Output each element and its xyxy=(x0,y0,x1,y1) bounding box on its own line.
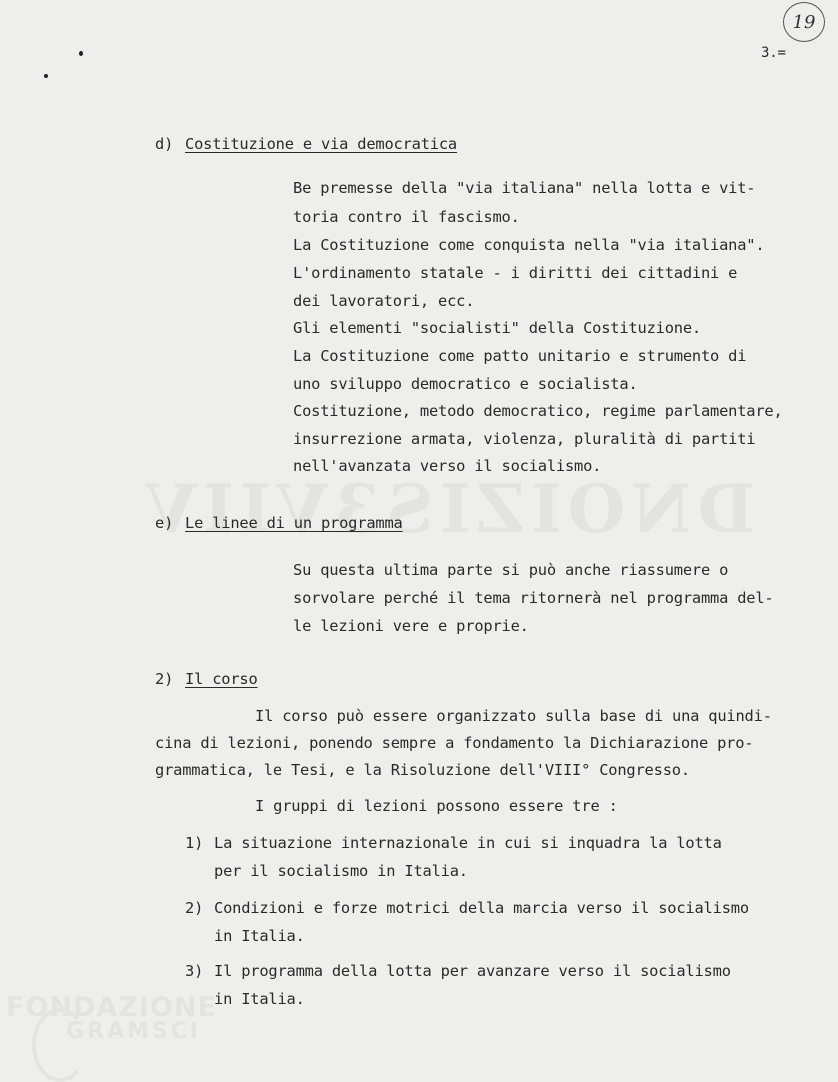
text-line: nell'avanzata verso il socialismo. xyxy=(293,457,602,475)
text-line: Be premesse della "via italiana" nella lotta e vit- xyxy=(293,179,756,197)
ink-speck xyxy=(44,74,48,78)
groups-intro: I gruppi di lezioni possono essere tre : xyxy=(255,797,618,815)
section-d-heading xyxy=(155,137,457,152)
section-d-title: Costituzione e via democratica xyxy=(185,135,457,153)
text-line: insurrezione armata, violenza, pluralità di partiti xyxy=(293,430,756,448)
watermark-logo xyxy=(6,994,217,1043)
section-d-label: d) xyxy=(155,135,174,153)
ink-speck xyxy=(79,51,83,56)
text-line: La Costituzione come patto unitario e strumento di xyxy=(293,347,747,365)
bleed-through-text xyxy=(140,470,755,548)
paragraph-line: Il corso può essere organizzato sulla base di una quindi- xyxy=(255,707,772,725)
list-item-text: Condizioni e forze motrici della marcia verso il socialismo xyxy=(214,899,749,917)
section-2-title: Il corso xyxy=(185,670,258,688)
text-line: Gli elementi "socialisti" della Costituzione. xyxy=(293,319,701,337)
text-line: toria contro il fascismo. xyxy=(293,208,520,226)
page-number: 3.= xyxy=(761,45,786,61)
list-item-text: Il programma della lotta per avanzare verso il socialismo xyxy=(214,962,731,980)
text-line: La Costituzione come conquista nella "via italiana". xyxy=(293,236,765,254)
list-item-text: per il socialismo in Italia. xyxy=(214,862,468,880)
paragraph-line: cina di lezioni, ponendo sempre a fondamento la Dichiarazione pro- xyxy=(155,734,754,752)
list-item-text: in Italia. xyxy=(214,927,305,945)
watermark-line2: GRAMSCI xyxy=(66,1019,202,1044)
section-2-heading xyxy=(155,672,258,687)
section-e-heading xyxy=(155,516,403,531)
folio-number-circled: 19 xyxy=(783,2,825,42)
text-line: dei lavoratori, ecc. xyxy=(293,292,475,310)
text-line: L'ordinamento statale - i diritti dei cittadini e xyxy=(293,264,738,282)
text-line: Costituzione, metodo democratico, regime parlamentare, xyxy=(293,402,783,420)
section-2-label: 2) xyxy=(155,670,174,688)
text-line: le lezioni vere e proprie. xyxy=(293,617,529,635)
watermark-line1: FONDAZIONE xyxy=(6,992,217,1023)
list-item-number: 3) xyxy=(185,962,204,980)
text-line: sorvolare perché il tema ritornerà nel programma del- xyxy=(293,589,774,607)
list-item-text: La situazione internazionale in cui si inquadra la lotta xyxy=(214,834,722,852)
section-e-title: Le linee di un programma xyxy=(185,514,403,532)
list-item-number: 1) xyxy=(185,834,204,852)
text-line: uno sviluppo democratico e socialista. xyxy=(293,375,638,393)
section-e-label: e) xyxy=(155,514,174,532)
paragraph-line: grammatica, le Tesi, e la Risoluzione dell'VIII° Congresso. xyxy=(155,761,690,779)
text-line: Su questa ultima parte si può anche riassumere o xyxy=(293,561,729,579)
list-item-number: 2) xyxy=(185,899,204,917)
list-item-text: in Italia. xyxy=(214,990,305,1008)
